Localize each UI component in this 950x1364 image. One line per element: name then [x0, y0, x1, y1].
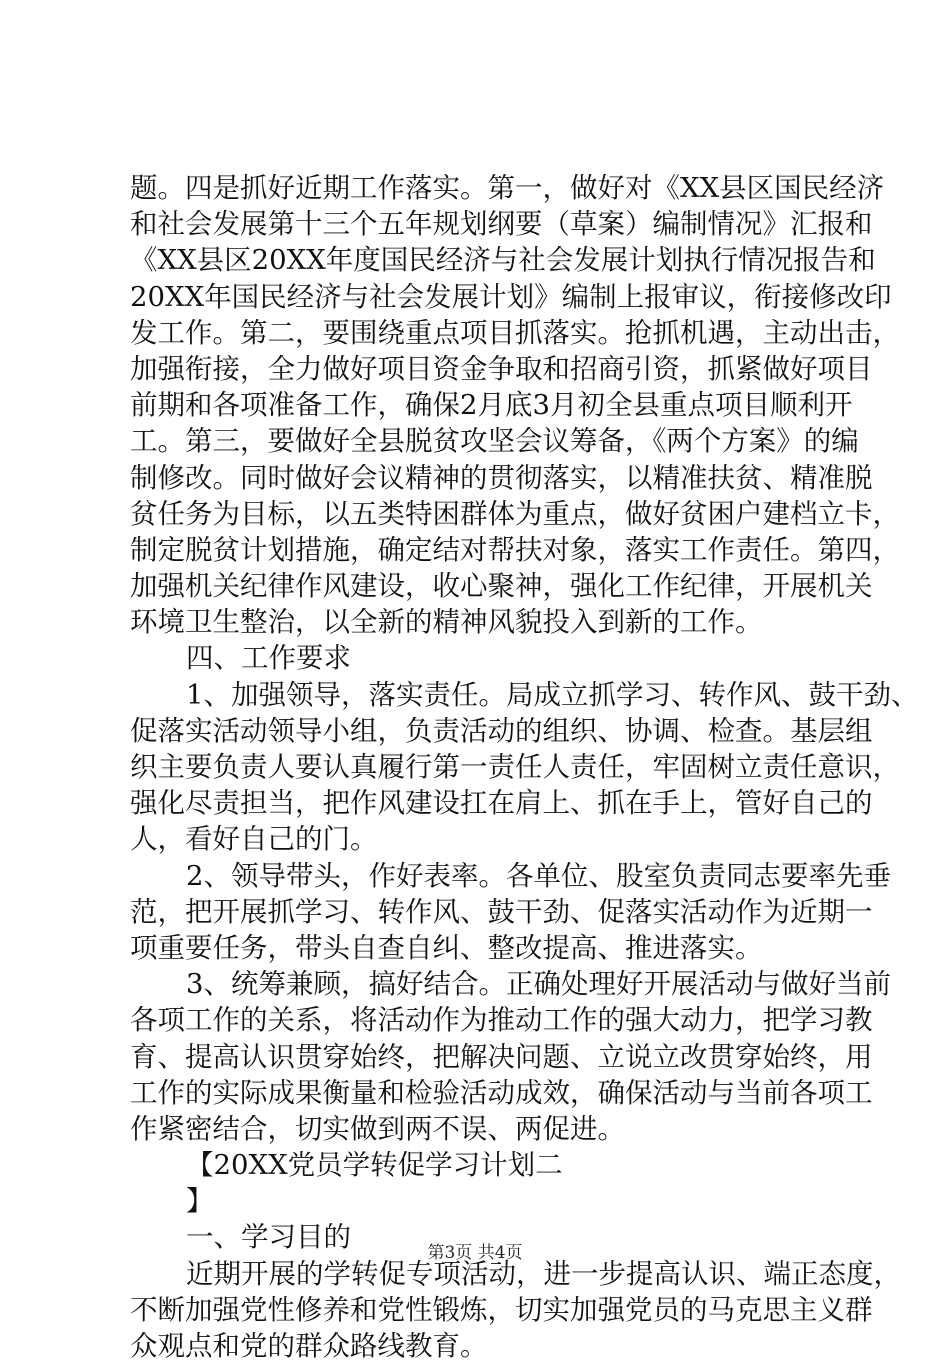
text-line: 不断加强党性修养和党性锻炼，切实加强党员的马克思主义群	[130, 1293, 873, 1326]
text-line: 促落实活动领导小组，负责活动的组织、协调、检查。基层组	[130, 714, 873, 747]
text-line: 工作的实际成果衡量和检验活动成效，确保活动与当前各项工	[130, 1076, 873, 1109]
text-line: 制修改。同时做好会议精神的贯彻落实，以精准扶贫、精准脱	[130, 461, 873, 494]
page-number: 第3页 共4页	[427, 1243, 523, 1263]
text-line: 20XX年国民经济与社会发展计划》编制上报审议，衔接修改印	[130, 280, 892, 313]
document-body	[130, 170, 919, 1364]
text-line: 项重要任务，带头自查自纠、整改提高、推进落实。	[130, 931, 763, 964]
text-line: 人，看好自己的门。	[130, 823, 378, 856]
text-line: 发工作。第二，要围绕重点项目抓落实。抢抓机遇，主动出击，	[130, 316, 900, 349]
text-line: 一、学习目的	[186, 1221, 351, 1254]
text-line: 工。第三，要做好全县脱贫攻坚会议筹备，《两个方案》的编	[130, 425, 859, 458]
text-line: 《XX县区20XX年度国民经济与社会发展计划执行情况报告和	[130, 244, 876, 277]
text-line: 3、统筹兼顾，搞好结合。正确处理好开展活动与做好当前	[186, 968, 891, 1001]
text-line: 贫任务为目标，以五类特困群体为重点，做好贫困户建档立卡，	[130, 497, 900, 530]
page-footer	[0, 1242, 950, 1264]
text-line: 织主要负责人要认真履行第一责任人责任，牢固树立责任意识，	[130, 751, 900, 783]
text-line: 2、领导带头，作好表率。各单位、股室负责同志要率先垂	[186, 859, 891, 892]
text-line: 各项工作的关系，将活动作为推动工作的强大动力，把学习教	[130, 1004, 873, 1037]
text-line: 育、提高认识贯穿始终，把解决问题、立说立改贯穿始终，用	[130, 1040, 873, 1073]
text-line: 加强机关纪律作风建设，收心聚神，强化工作纪律，开展机关	[130, 570, 873, 603]
text-line: 【20XX党员学转促学习计划二	[186, 1149, 563, 1182]
text-line: 制定脱贫计划措施，确定结对帮扶对象，落实工作责任。第四，	[130, 533, 900, 566]
text-line: 众观点和党的群众路线教育。	[130, 1330, 488, 1362]
text-line: 近期开展的学转促专项活动，进一步提高认识、端正态度，	[186, 1257, 901, 1290]
text-line: 题。四是抓好近期工作落实。第一，做好对《XX县区国民经济	[130, 172, 885, 204]
text-line: 前期和各项准备工作，确保2月底3月初全县重点项目顺利开	[130, 389, 853, 422]
text-line: 和社会发展第十三个五年规划纲要（草案）编制情况》汇报和	[130, 208, 873, 241]
text-line: 1、加强领导，落实责任。局成立抓学习、转作风、鼓干劲、	[186, 678, 919, 711]
text-line: 强化尽责担当，把作风建设扛在肩上、抓在手上，管好自己的	[130, 787, 873, 820]
text-line: 范，把开展抓学习、转作风、鼓干劲、促落实活动作为近期一	[130, 895, 873, 928]
text-line: 作紧密结合，切实做到两不误、两促进。	[130, 1112, 625, 1145]
text-line: 环境卫生整治，以全新的精神风貌投入到新的工作。	[130, 606, 763, 639]
text-line: 四、工作要求	[186, 642, 351, 675]
text-line: 加强衔接，全力做好项目资金争取和招商引资，抓紧做好项目	[130, 352, 873, 385]
text-line: 】	[186, 1185, 214, 1218]
